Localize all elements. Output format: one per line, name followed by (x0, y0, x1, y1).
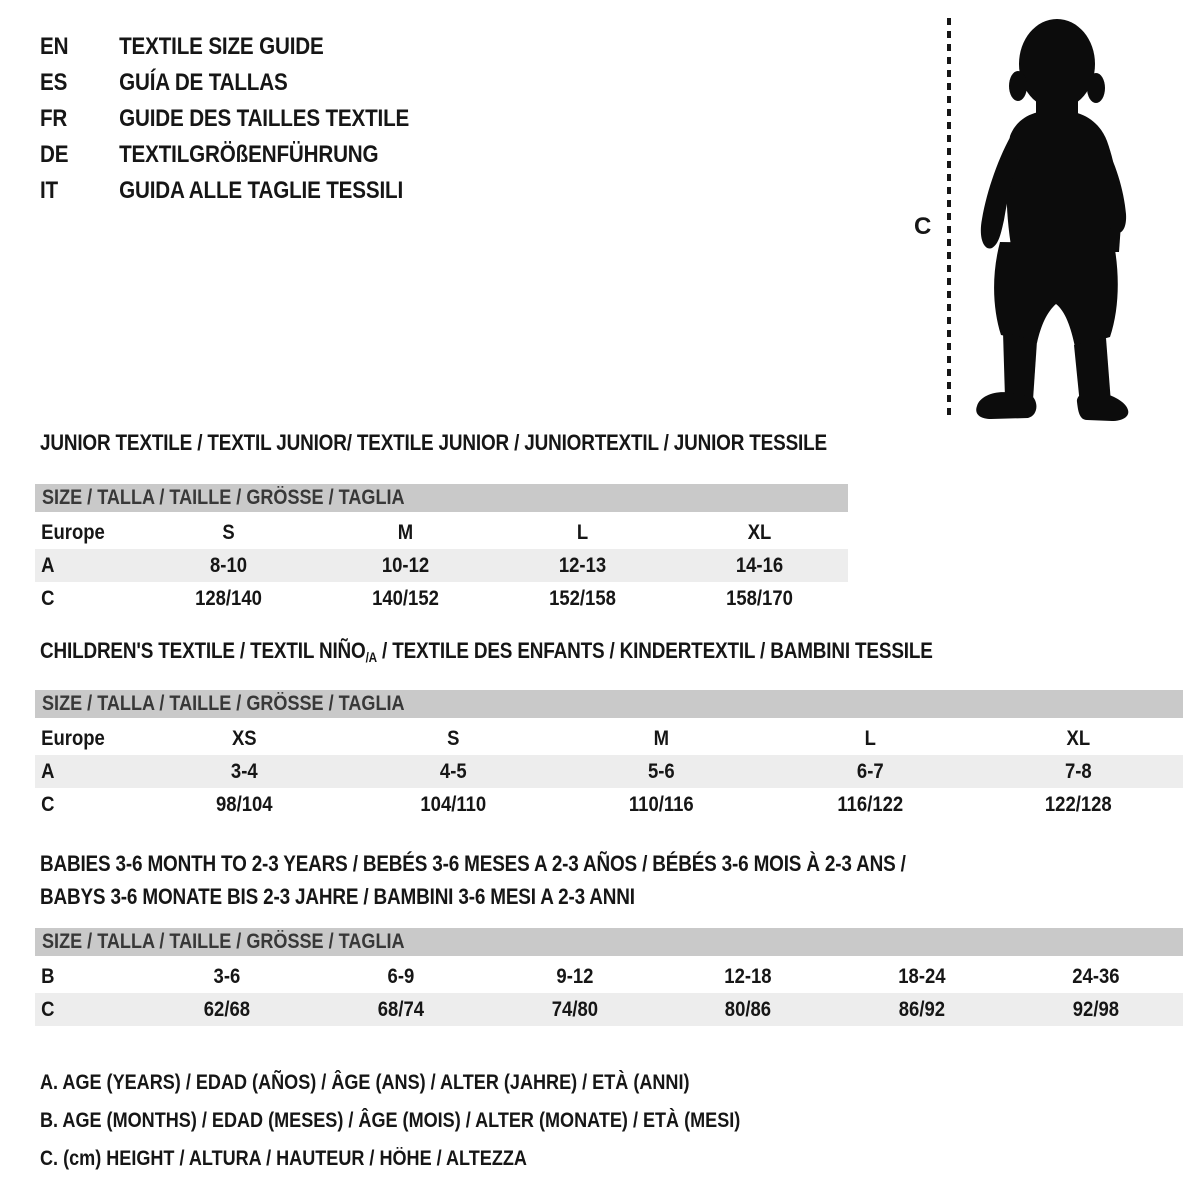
size-cell: 12-13 (558, 554, 607, 577)
legend-line-b-text: B. AGE (MONTHS) / EDAD (MESES) / ÂGE (MOIS) / ALTER (MONATE) / ETÀ (MESI) (40, 1109, 741, 1132)
size-cell: 74/80 (551, 998, 598, 1021)
language-title: GUIDE DES TAILLES TEXTILE (119, 105, 410, 132)
size-cell: M (653, 727, 670, 750)
size-cell: L (864, 727, 876, 750)
children-section-title-text (40, 639, 933, 670)
size-cell: 3-6 (213, 965, 241, 988)
table-row-height-cm (35, 582, 848, 615)
size-header-label: SIZE / TALLA / TAILLE / GRÖSSE / TAGLIA (42, 930, 405, 953)
babies-section-title (40, 847, 1047, 913)
legend-line-c-text: C. (cm) HEIGHT / ALTURA / HAUTEUR / HÖHE / ALTEZZA (40, 1147, 527, 1170)
size-cell: 104/110 (419, 793, 486, 816)
size-header-bar (35, 928, 1183, 956)
children-title-main: CHILDREN'S TEXTILE / TEXTIL NIÑO (40, 638, 366, 663)
size-cell: 6-9 (387, 965, 415, 988)
row-label: C (41, 793, 55, 816)
language-title-list (40, 29, 469, 209)
size-cell: 140/152 (372, 587, 439, 610)
row-label: C (41, 587, 55, 610)
size-cell: 110/116 (629, 793, 694, 816)
size-cell: 8-10 (210, 554, 247, 577)
language-code: FR (40, 105, 68, 132)
size-cell: 152/158 (549, 587, 616, 610)
legend-line-b (40, 1102, 854, 1140)
row-label: C (41, 998, 55, 1021)
language-row-es (40, 65, 409, 101)
size-cell: 116/122 (837, 793, 903, 816)
row-label: B (41, 965, 55, 988)
size-cell: 5-6 (648, 760, 675, 783)
size-cell: 98/104 (216, 793, 273, 816)
junior-section-title (40, 431, 955, 455)
size-cell: 80/86 (725, 998, 772, 1021)
junior-size-table (35, 484, 848, 615)
legend (40, 1064, 854, 1178)
children-title-subscript: /A (365, 649, 377, 665)
size-cell: 68/74 (377, 998, 424, 1021)
size-header-bar (35, 484, 848, 512)
size-cell: 7-8 (1065, 760, 1093, 783)
row-label: Europe (41, 727, 105, 750)
babies-title-line2: BABYS 3-6 MONATE BIS 2-3 JAHRE / BAMBINI 3-6 MESI A 2-3 ANNI (40, 884, 635, 909)
table-row-europe (35, 516, 848, 549)
row-label: Europe (41, 521, 105, 544)
size-cell: 128/140 (195, 587, 262, 610)
size-cell: 6-7 (856, 760, 884, 783)
size-cell: 18-24 (898, 965, 946, 988)
row-label: A (41, 554, 55, 577)
size-cell: 158/170 (726, 587, 793, 610)
size-cell: 122/128 (1045, 793, 1113, 816)
table-row-height-cm (35, 993, 1183, 1026)
size-cell: 12-18 (724, 965, 773, 988)
legend-line-a (40, 1064, 854, 1102)
size-cell: L (576, 521, 589, 544)
height-dashed-line (947, 18, 951, 418)
size-header-bar (35, 690, 1183, 718)
size-header-label: SIZE / TALLA / TAILLE / GRÖSSE / TAGLIA (42, 692, 405, 715)
language-row-en (40, 29, 409, 65)
size-cell: S (446, 727, 460, 750)
legend-line-c (40, 1140, 854, 1178)
size-cell: M (397, 521, 414, 544)
size-cell: 24-36 (1072, 965, 1120, 988)
language-row-it (40, 173, 409, 209)
junior-section-title-text: JUNIOR TEXTILE / TEXTIL JUNIOR/ TEXTILE JUNIOR / JUNIORTEXTIL / JUNIOR TESSILE (40, 430, 827, 455)
language-title: GUÍA DE TALLAS (119, 69, 288, 96)
size-cell: 86/92 (899, 998, 946, 1021)
size-cell: 92/98 (1072, 998, 1120, 1021)
size-cell: 9-12 (556, 965, 594, 988)
children-size-table (35, 690, 1183, 821)
language-code: IT (40, 177, 59, 204)
size-cell: XL (1066, 727, 1091, 750)
table-row-europe (35, 722, 1183, 755)
children-section-title (40, 639, 1078, 670)
size-cell: XS (231, 727, 257, 750)
size-cell: 62/68 (203, 998, 251, 1021)
table-row-age-years (35, 755, 1183, 788)
size-cell: 14-16 (735, 554, 784, 577)
table-row-age-years (35, 549, 848, 582)
size-cell: S (222, 521, 235, 544)
children-title-rest: / TEXTILE DES ENFANTS / KINDERTEXTIL / BAMBINI TESSILE (376, 638, 933, 663)
table-row-height-cm (35, 788, 1183, 821)
table-row-age-months (35, 960, 1183, 993)
language-title: TEXTILE SIZE GUIDE (119, 33, 324, 60)
language-title: GUIDA ALLE TAGLIE TESSILI (119, 177, 404, 204)
language-code: DE (40, 141, 69, 168)
language-code: ES (40, 69, 68, 96)
language-title: TEXTILGRÖßENFÜHRUNG (119, 141, 379, 168)
babies-title-line1: BABIES 3-6 MONTH TO 2-3 YEARS / BEBÉS 3-6 MESES A 2-3 AÑOS / BÉBÉS 3-6 MOIS À 2-3 ANS / (40, 851, 906, 876)
babies-size-table (35, 928, 1183, 1026)
size-cell: 10-12 (381, 554, 430, 577)
language-code: EN (40, 33, 69, 60)
size-header-label: SIZE / TALLA / TAILLE / GRÖSSE / TAGLIA (42, 486, 405, 509)
size-cell: 3-4 (230, 760, 258, 783)
size-cell: 4-5 (439, 760, 467, 783)
language-row-fr (40, 101, 409, 137)
height-line-label-c: C (914, 213, 932, 240)
legend-line-a-text: A. AGE (YEARS) / EDAD (AÑOS) / ÂGE (ANS) / ALTER (JAHRE) / ETÀ (ANNI) (40, 1071, 690, 1094)
row-label: A (41, 760, 55, 783)
size-cell: XL (747, 521, 772, 544)
language-row-de (40, 137, 409, 173)
toddler-silhouette-icon (958, 14, 1148, 424)
